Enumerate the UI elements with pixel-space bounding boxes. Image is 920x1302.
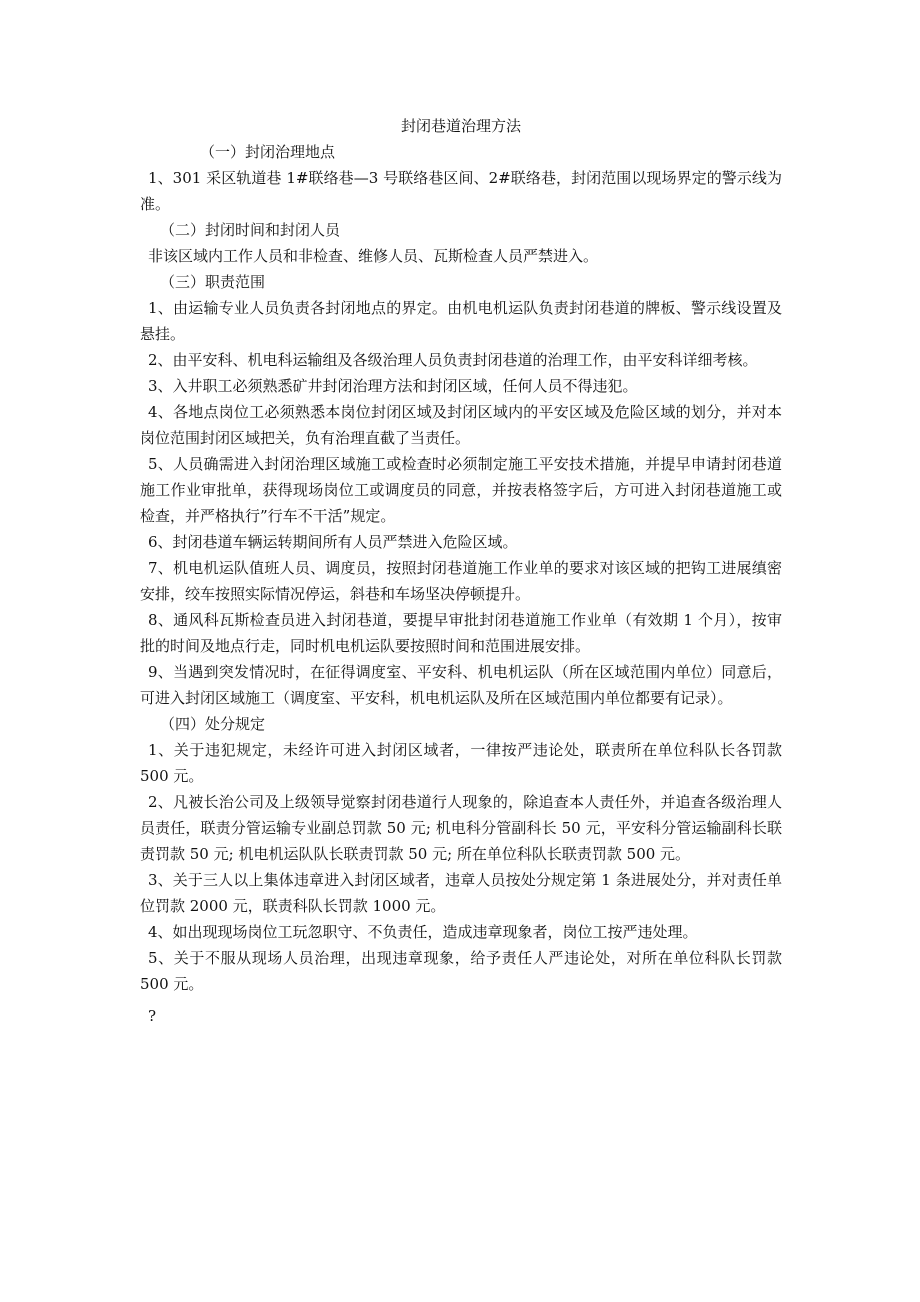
paragraph: 2、由平安科、机电科运输组及各级治理人员负责封闭巷道的治理工作，由平安科详细考核。 (148, 351, 758, 369)
paragraph: 7、机电机运队值班人员、调度员，按照封闭巷道施工作业单的要求对该区域的把钩工进展缜密安排，绞车按照实际情况停运，斜巷和车场坚决停顿提升。 (140, 559, 782, 603)
document-body (140, 113, 782, 1029)
section-1 (140, 139, 782, 217)
section-4 (140, 711, 782, 997)
paragraph: 1、关于违犯规定，未经许可进入封闭区域者，一律按严违论处，联责所在单位科队长各罚款 500 元。 (140, 741, 782, 785)
paragraph: 5、人员确需进入封闭治理区域施工或检查时必须制定施工平安技术措施，并提早申请封闭巷道施工作业审批单，获得现场岗位工或调度员的同意，并按表格签字后，方可进入封闭巷道施工或检查，并严格执行”行车不干活”规定。 (140, 455, 782, 525)
section-heading: （四）处分规定 (160, 715, 266, 733)
paragraph: 8、通风科瓦斯检查员进入封闭巷道，要提早审批封闭巷道施工作业单（有效期 1 个月），按审批的时间及地点行走，同时机电机运队要按照时间和范围进展安排。 (140, 611, 782, 655)
section-heading: （二）封闭时间和封闭人员 (160, 221, 341, 239)
document-title: 封闭巷道治理方法 (400, 117, 521, 135)
paragraph: 1、301 采区轨道巷 1#联络巷—3 号联络巷区间、2#联络巷，封闭范围以现场界定的警示线为准。 (140, 169, 782, 213)
section-heading: （一）封闭治理地点 (200, 143, 336, 161)
paragraph: 3、关于三人以上集体违章进入封闭区域者，违章人员按处分规定第 1 条进展处分，并对责任单位罚款 2000 元，联责科队长罚款 1000 元。 (140, 871, 782, 915)
paragraph: 2、凡被长治公司及上级领导觉察封闭巷道行人现象的，除追查本人责任外，并追查各级治理人员责任，联责分管运输专业副总罚款 50 元; 机电科分管副科长 50 元，平安科分管运输副科长联责罚款 50 元; 机电机运队队长联责罚款 50 元; 所在单位科队长联责罚款 500 元。 (140, 793, 782, 863)
trailing-mark: ? (148, 1007, 157, 1025)
paragraph: 6、封闭巷道车辆运转期间所有人员严禁进入危险区域。 (148, 533, 518, 551)
section-heading: （三）职责范围 (160, 273, 266, 291)
paragraph: 4、如出现现场岗位工玩忽职守、不负责任，造成违章现象者，岗位工按严违处理。 (148, 923, 698, 941)
paragraph: 4、各地点岗位工必须熟悉本岗位封闭区域及封闭区域内的平安区域及危险区域的划分，并对本岗位范围封闭区域把关，负有治理直截了当责任。 (140, 403, 782, 447)
section-2 (140, 217, 782, 269)
section-3 (140, 269, 782, 711)
paragraph: 3、入井职工必须熟悉矿井封闭治理方法和封闭区域，任何人员不得违犯。 (148, 377, 638, 395)
paragraph: 1、由运输专业人员负责各封闭地点的界定。由机电机运队负责封闭巷道的牌板、警示线设置及悬挂。 (140, 299, 782, 343)
paragraph: 非该区域内工作人员和非检查、维修人员、瓦斯检查人员严禁进入。 (148, 247, 599, 265)
paragraph: 5、关于不服从现场人员治理，出现违章现象，给予责任人严违论处，对所在单位科队长罚款 500 元。 (140, 949, 782, 993)
paragraph: 9、当遇到突发情况时，在征得调度室、平安科、机电机运队（所在区域范围内单位）同意后，可进入封闭区域施工（调度室、平安科，机电机运队及所在区域范围内单位都要有记录）。 (140, 663, 782, 707)
